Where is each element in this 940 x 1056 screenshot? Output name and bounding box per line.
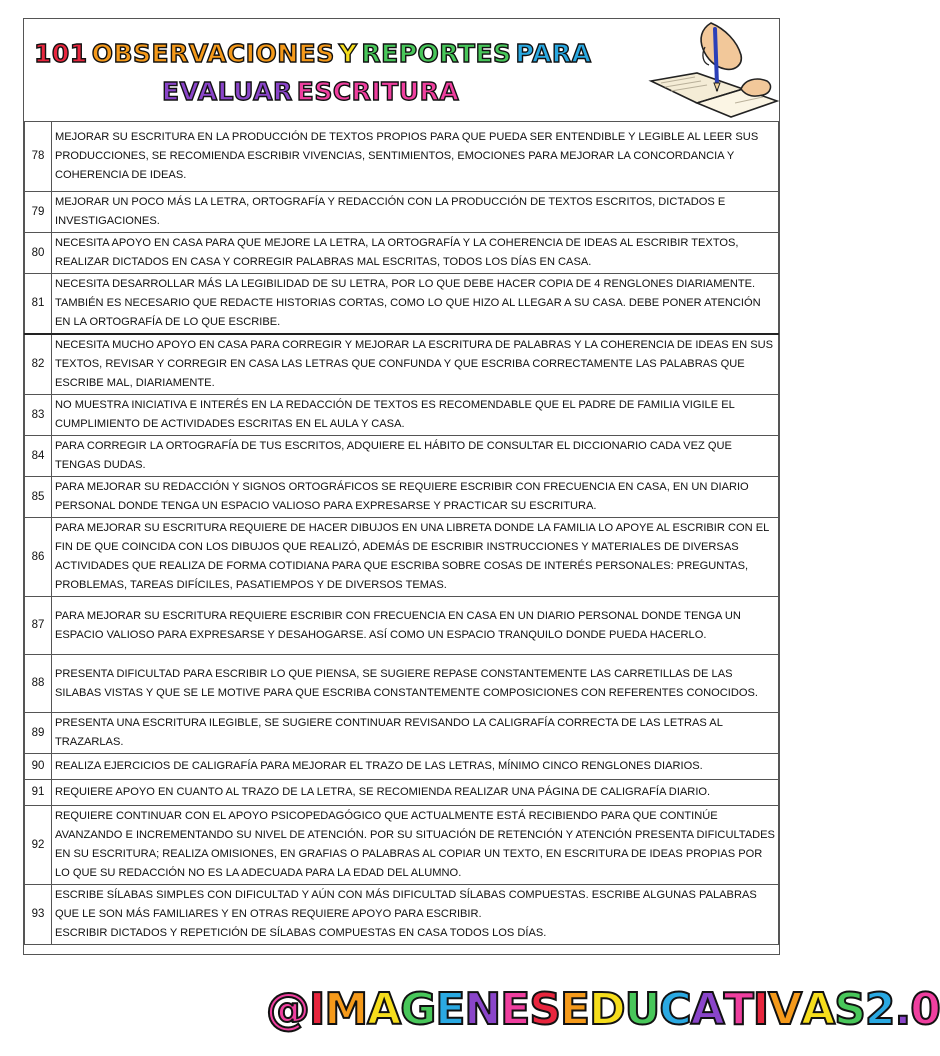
row-number: 81 xyxy=(25,274,52,335)
observation-text: PARA CORREGIR LA ORTOGRAFÍA DE TUS ESCRITOS, ADQUIERE EL HÁBITO DE CONSULTAR EL DICCIONARIO CADA VEZ QUE TENGAS DUDAS. xyxy=(52,436,779,477)
brand-letter: E xyxy=(500,984,530,1035)
table-row xyxy=(25,477,779,518)
brand-letter: M xyxy=(324,984,368,1035)
title-word: PARA xyxy=(515,39,592,68)
brand-letter: @ xyxy=(266,984,309,1035)
table-row xyxy=(25,780,779,806)
table-row xyxy=(25,713,779,754)
hand-writing-in-notebook-icon xyxy=(645,19,779,119)
brand-letter: D xyxy=(589,984,625,1035)
table-row xyxy=(25,754,779,780)
observation-text: NECESITA DESARROLLAR MÁS LA LEGIBILIDAD DE SU LETRA, POR LO QUE DEBE HACER COPIA DE 4 RENGLONES DIARIAMENTE. TAMBIÉN ES NECESARIO QUE REDACTE HISTORIAS CORTAS, COMO LO QUE HIZO AL LLEGAR A SU CASA. DEBE PONER ATENCIÓN EN LA ORTOGRAFÍA DE LO QUE ESCRIBE. xyxy=(52,274,779,335)
title-header xyxy=(24,19,779,122)
table-row xyxy=(25,274,779,335)
observation-text: PARA MEJORAR SU REDACCIÓN Y SIGNOS ORTOGRÁFICOS SE REQUIERE ESCRIBIR CON FRECUENCIA EN CASA, EN UN DIARIO PERSONAL DONDE TENGA UN ESPACIO VALIOSO PARA EXPRESARSE Y PRACTICAR SU ESCRITURA. xyxy=(52,477,779,518)
title-word: REPORTES xyxy=(361,39,512,68)
row-number: 86 xyxy=(25,518,52,597)
observation-text: NO MUESTRA INICIATIVA E INTERÉS EN LA REDACCIÓN DE TEXTOS ES RECOMENDABLE QUE EL PADRE DE FAMILIA VIGILE EL CUMPLIMIENTO DE ACTIVIDADES ESCRITAS EN EL AULA Y CASA. xyxy=(52,395,779,436)
observation-text: PARA MEJORAR SU ESCRITURA REQUIERE ESCRIBIR CON FRECUENCIA EN CASA EN UN DIARIO PERSONAL DONDE TENGA UN ESPACIO VALIOSO PARA EXPRESARSE Y DESAHOGARSE. ASÍ COMO UN ESPACIO TRANQUILO DONDE PUEDA HACERLO. xyxy=(52,597,779,655)
table-row xyxy=(25,122,779,192)
row-number: 91 xyxy=(25,780,52,806)
title-word: 101 xyxy=(34,39,88,68)
table-row xyxy=(25,655,779,713)
observation-text: MEJORAR SU ESCRITURA EN LA PRODUCCIÓN DE TEXTOS PROPIOS PARA QUE PUEDA SER ENTENDIBLE Y LEGIBLE AL LEER SUS PRODUCCIONES, SE RECOMIENDA ESCRIBIR VIVENCIAS, SENTIMIENTOS, EMOCIONES PARA MEJORAR LA CONCORDANCIA Y COHERENCIA DE IDEAS. xyxy=(52,122,779,192)
observation-text: NECESITA MUCHO APOYO EN CASA PARA CORREGIR Y MEJORAR LA ESCRITURA DE PALABRAS Y LA COHERENCIA DE IDEAS EN SUS TEXTOS, REVISAR Y CORREGIR EN CASA LAS LETRAS QUE CONFUNDA Y QUE ESCRIBA CORRECTAMENTE LAS PALABRAS QUE ESCRIBE MAL, DIARIAMENTE. xyxy=(52,334,779,395)
title-word: EVALUAR xyxy=(162,77,293,106)
brand-letter: V xyxy=(768,984,802,1035)
observation-text: ESCRIBE SÍLABAS SIMPLES CON DIFICULTAD Y AÚN CON MÁS DIFICULTAD SÍLABAS COMPUESTAS. ESCRIBE ALGUNAS PALABRAS QUE LE SON MÁS FAMILIARES Y EN OTRAS REQUIERE APOYO PARA ESCRIBIR. ESCRIBIR DICTADOS Y REPETICIÓN DE SÍLABAS COMPUESTAS EN CASA TODOS LOS DÍAS. xyxy=(52,885,779,945)
observation-text: PRESENTA UNA ESCRITURA ILEGIBLE, SE SUGIERE CONTINUAR REVISANDO LA CALIGRAFÍA CORRECTA DE LAS LETRAS AL TRAZARLAS. xyxy=(52,713,779,754)
row-number: 89 xyxy=(25,713,52,754)
brand-letter: S xyxy=(529,984,561,1035)
brand-letter: A xyxy=(801,984,835,1035)
row-number: 92 xyxy=(25,806,52,885)
title-line-2 xyxy=(160,77,461,106)
observation-text: REQUIERE APOYO EN CUANTO AL TRAZO DE LA LETRA, SE RECOMIENDA REALIZAR UNA PÁGINA DE CALIGRAFÍA DIARIO. xyxy=(52,780,779,806)
table-row xyxy=(25,885,779,945)
brand-letter: I xyxy=(752,984,769,1035)
observation-text: PARA MEJORAR SU ESCRITURA REQUIERE DE HACER DIBUJOS EN UNA LIBRETA DONDE LA FAMILIA LO APOYE AL ESCRIBIR CON EL FIN DE QUE COINCIDA CON LOS DIBUJOS QUE REALIZÓ, ADEMÁS DE ESCRIBIR INSTRUCCIONES Y MATERIALES DE DIVERSAS ACTIVIDADES QUE REALIZA DE FORMA COTIDIANA PARA QUE ESCRIBA SOBRE COSAS DE INTERÉS PERSONALES: PREGUNTAS, PROBLEMAS, TAREAS DIFÍCILES, PASATIEMPOS Y DE DIVERSOS TEMAS. xyxy=(52,518,779,597)
title-word: Y xyxy=(338,39,358,68)
brand-letter: E xyxy=(435,984,465,1035)
brand-letter: U xyxy=(624,984,660,1035)
brand-letter: G xyxy=(400,984,436,1035)
table-row xyxy=(25,233,779,274)
brand-watermark xyxy=(266,984,940,1035)
observation-text: REALIZA EJERCICIOS DE CALIGRAFÍA PARA MEJORAR EL TRAZO DE LAS LETRAS, MÍNIMO CINCO RENGLONES DIARIOS. xyxy=(52,754,779,780)
observations-table xyxy=(24,121,779,945)
brand-letter: E xyxy=(560,984,590,1035)
row-number: 87 xyxy=(25,597,52,655)
brand-letter: T xyxy=(723,984,753,1035)
brand-letter: 2 xyxy=(864,984,895,1035)
row-number: 84 xyxy=(25,436,52,477)
title-word: ESCRITURA xyxy=(296,77,460,106)
table-row xyxy=(25,597,779,655)
row-number: 88 xyxy=(25,655,52,713)
observation-text: MEJORAR UN POCO MÁS LA LETRA, ORTOGRAFÍA Y REDACCIÓN CON LA PRODUCCIÓN DE TEXTOS ESCRITOS, DICTADOS E INVESTIGACIONES. xyxy=(52,192,779,233)
brand-letter: N xyxy=(464,984,501,1035)
row-number: 80 xyxy=(25,233,52,274)
brand-letter: A xyxy=(690,984,724,1035)
observation-text: REQUIERE CONTINUAR CON EL APOYO PSICOPEDAGÓGICO QUE ACTUALMENTE ESTÁ RECIBIENDO PARA QUE CONTINÚE AVANZANDO E INCREMENTANDO SU NIVEL DE ATENCIÓN. POR SU SITUACIÓN DE RETENCIÓN Y ATENCIÓN PRESENTA DIFICULTADES EN SU ESCRITURA; REALIZA OMISIONES, EN GRAFIAS O PALABRAS AL COPIAR UN TEXTO, EN ESCRITURA DE IDEAS PROPIAS POR LO QUE SU REDACCIÓN NO ES LA ADECUADA PARA LA EDAD DEL ALUMNO. xyxy=(52,806,779,885)
table-row xyxy=(25,334,779,395)
observation-text: PRESENTA DIFICULTAD PARA ESCRIBIR LO QUE PIENSA, SE SUGIERE REPASE CONSTANTEMENTE LAS CARRETILLAS DE LAS SILABAS VISTAS Y QUE SE LE MOTIVE PARA QUE ESCRIBA CONSTANTEMENTE COMPOSICIONES CON REFERENTES CONOCIDOS. xyxy=(52,655,779,713)
row-number: 93 xyxy=(25,885,52,945)
row-number: 82 xyxy=(25,334,52,395)
table-row xyxy=(25,192,779,233)
row-number: 79 xyxy=(25,192,52,233)
table-row xyxy=(25,395,779,436)
brand-letter: S xyxy=(834,984,865,1035)
table-row xyxy=(25,436,779,477)
table-row xyxy=(25,806,779,885)
brand-letter: A xyxy=(367,984,401,1035)
brand-letter: . xyxy=(894,984,911,1035)
brand-letter: C xyxy=(659,984,691,1035)
title-line-1 xyxy=(32,39,594,68)
row-number: 85 xyxy=(25,477,52,518)
brand-letter: 0 xyxy=(910,984,940,1035)
title-word: OBSERVACIONES xyxy=(91,39,335,68)
row-number: 83 xyxy=(25,395,52,436)
brand-letter: I xyxy=(309,984,325,1035)
observation-text: NECESITA APOYO EN CASA PARA QUE MEJORE LA LETRA, LA ORTOGRAFÍA Y LA COHERENCIA DE IDEAS AL ESCRIBIR TEXTOS, REALIZAR DICTADOS EN CASA Y CORREGIR PALABRAS MAL ESCRITAS, TODOS LOS DÍAS EN CASA. xyxy=(52,233,779,274)
row-number: 78 xyxy=(25,122,52,192)
table-row xyxy=(25,518,779,597)
observations-sheet xyxy=(23,18,780,955)
row-number: 90 xyxy=(25,754,52,780)
